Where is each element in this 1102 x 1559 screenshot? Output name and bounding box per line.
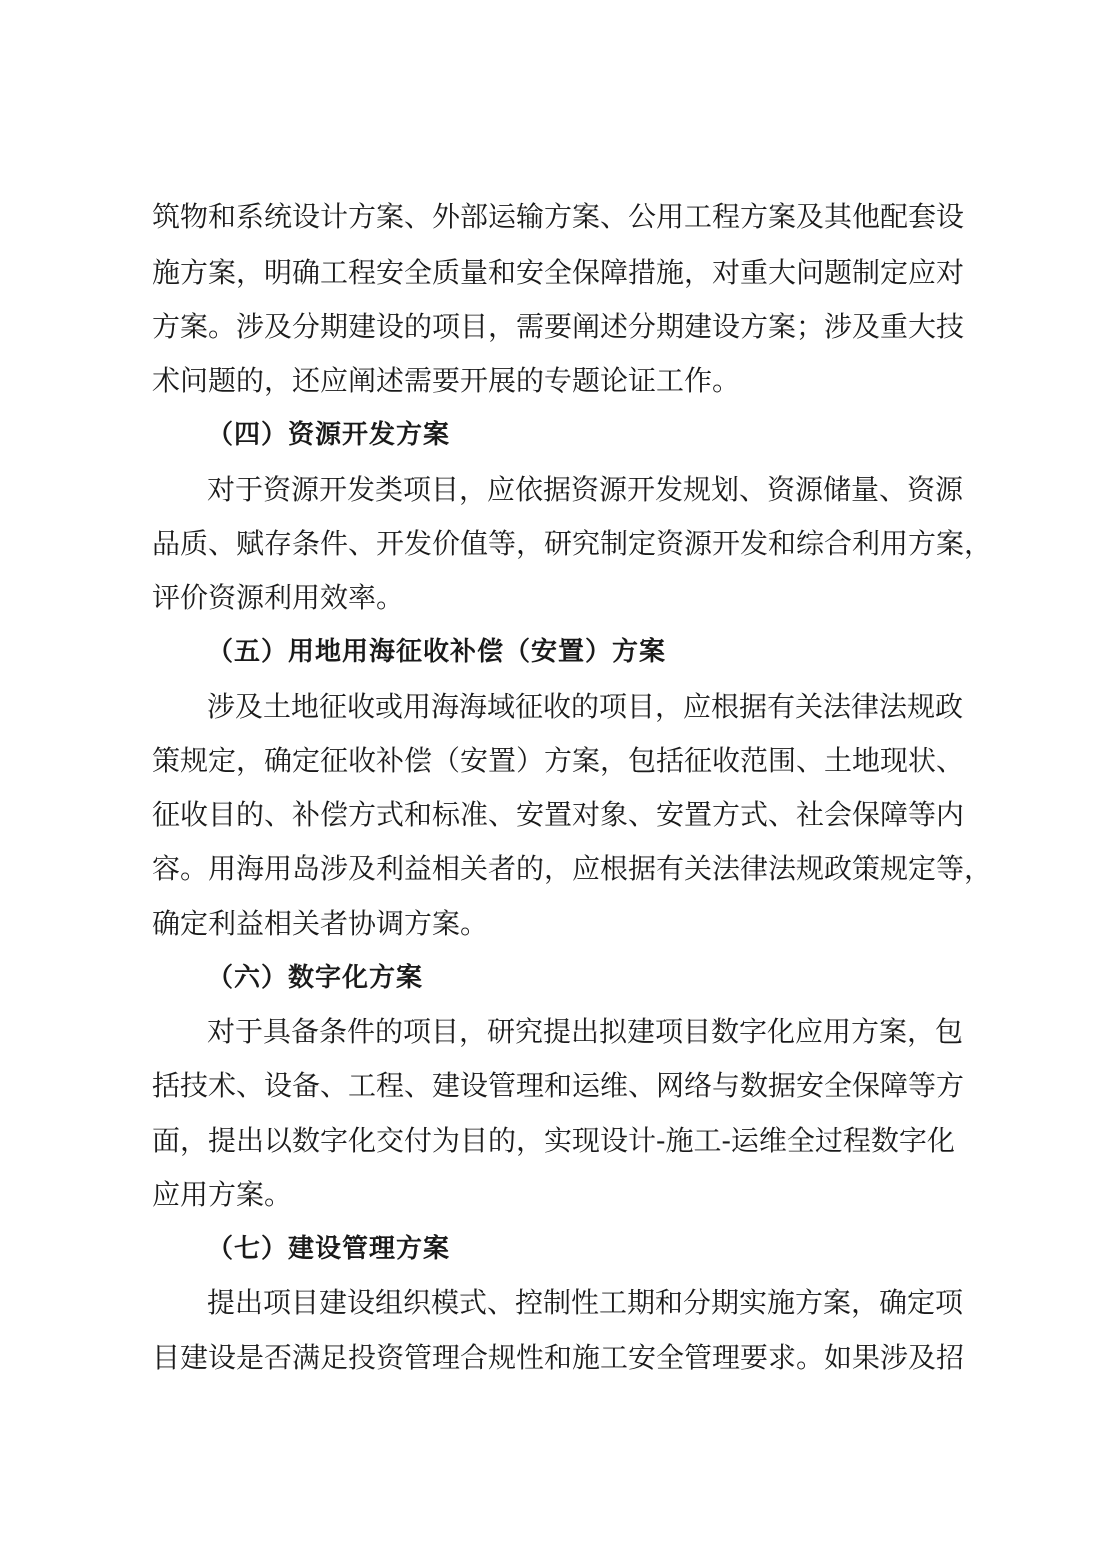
paragraph-line: 确定利益相关者协调方案。 xyxy=(152,907,489,940)
section-heading-5: （五）用地用海征收补偿（安置）方案 xyxy=(207,637,667,667)
paragraph-line: 筑物和系统设计方案、外部运输方案、公用工程方案及其他配套设 xyxy=(152,200,965,233)
paragraph-line: 容。用海用岛涉及利益相关者的，应根据有关法律法规政策规定等， xyxy=(152,852,993,885)
paragraph-line: 施方案，明确工程安全质量和安全保障措施，对重大问题制定应对 xyxy=(152,256,965,289)
section-heading-6: （六）数字化方案 xyxy=(207,963,424,993)
paragraph-line: 方案。涉及分期建设的项目，需要阐述分期建设方案；涉及重大技 xyxy=(152,310,965,343)
paragraph-line: 面，提出以数字化交付为目的，实现设计-施工-运维全过程数字化 xyxy=(152,1124,955,1157)
paragraph-line: 括技术、设备、工程、建设管理和运维、网络与数据安全保障等方 xyxy=(152,1069,965,1102)
paragraph-line: 征收目的、补偿方式和标准、安置对象、安置方式、社会保障等内 xyxy=(152,798,965,831)
paragraph-line: 目建设是否满足投资管理合规性和施工安全管理要求。如果涉及招 xyxy=(152,1341,965,1374)
paragraph-line: 对于具备条件的项目，研究提出拟建项目数字化应用方案，包 xyxy=(207,1015,964,1048)
paragraph-line: 涉及土地征收或用海海域征收的项目，应根据有关法律法规政 xyxy=(207,690,964,723)
paragraph-line: 品质、赋存条件、开发价值等，研究制定资源开发和综合利用方案， xyxy=(152,527,993,560)
paragraph-line: 策规定，确定征收补偿（安置）方案，包括征收范围、土地现状、 xyxy=(152,744,965,777)
paragraph-line: 评价资源利用效率。 xyxy=(152,581,405,614)
paragraph-line: 对于资源开发类项目，应依据资源开发规划、资源储量、资源 xyxy=(207,473,964,506)
paragraph-line: 应用方案。 xyxy=(152,1178,293,1211)
paragraph-line: 术问题的，还应阐述需要开展的专题论证工作。 xyxy=(152,364,741,397)
section-heading-7: （七）建设管理方案 xyxy=(207,1234,451,1264)
section-heading-4: （四）资源开发方案 xyxy=(207,420,451,450)
paragraph-line: 提出项目建设组织模式、控制性工期和分期实施方案，确定项 xyxy=(207,1286,964,1319)
